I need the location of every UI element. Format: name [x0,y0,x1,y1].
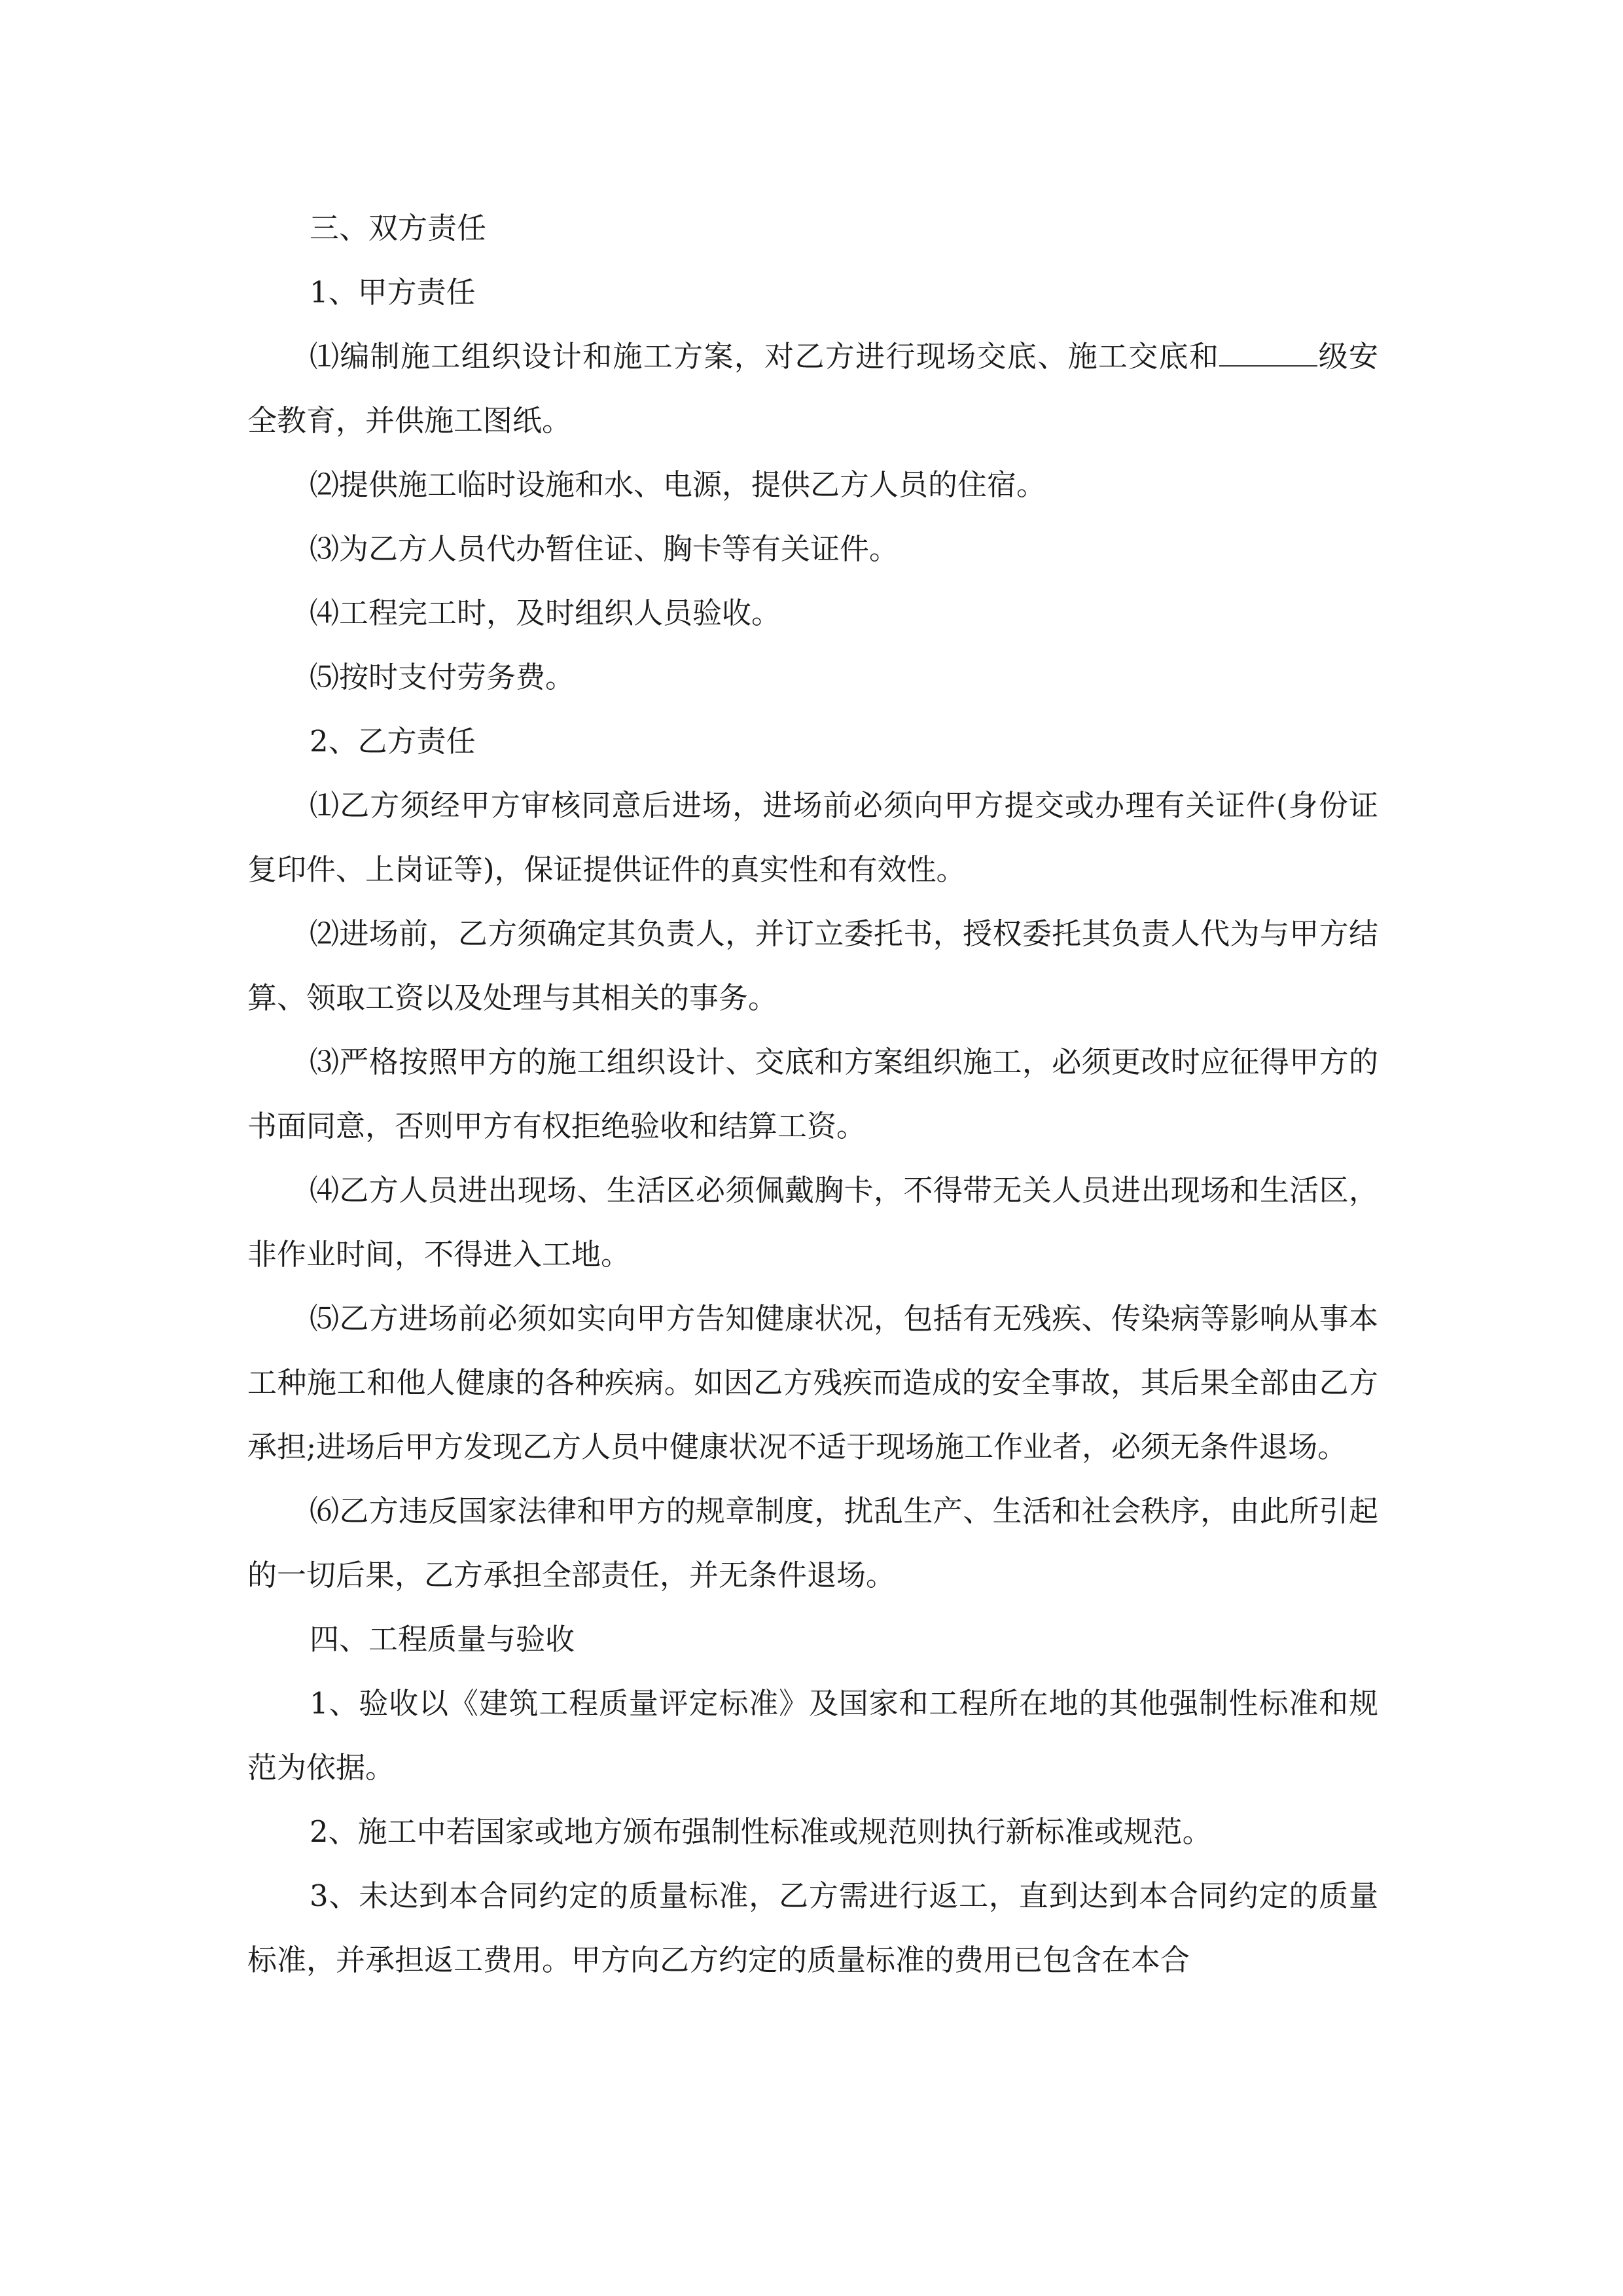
clause-paragraph: ⑷工程完工时，及时组织人员验收。 [310,596,781,630]
clause-paragraph: ⑷乙方人员进出现场、生活区必须佩戴胸卡，不得带无关人员进出现场和生活区，非作业时间，不得进入工地。 [247,1173,1378,1272]
clause-paragraph: 2、施工中若国家或地方颁布强制性标准或规范则执行新标准或规范。 [310,1814,1212,1849]
clause-paragraph: ⑴乙方须经甲方审核同意后进场，进场前必须向甲方提交或办理有关证件(身份证复印件、上岗证等)，保证提供证件的真实性和有效性。 [247,788,1378,887]
clause-paragraph: ⑸乙方进场前必须如实向甲方告知健康状况，包括有无残疾、传染病等影响从事本工种施工和他人健康的各种疾病。如因乙方残疾而造成的安全事故，其后果全部由乙方承担;进场后甲方发现乙方人员中健康状况不适于现场施工作业者，必须无条件退场。 [247,1301,1378,1464]
clause-paragraph: ⑵进场前，乙方须确定其负责人，并订立委托书，授权委托其负责人代为与甲方结算、领取工资以及处理与其相关的事务。 [247,916,1378,1015]
section-heading: 四、工程质量与验收 [310,1622,575,1657]
clause-text-before-blank: ⑴编制施工组织设计和施工方案，对乙方进行现场交底、施工交底和 [310,339,1220,374]
document-page [247,196,1378,1992]
clause-paragraph: 1、验收以《建筑工程质量评定标准》及国家和工程所在地的其他强制性标准和规范为依据。 [247,1686,1378,1785]
clause-paragraph: ⑸按时支付劳务费。 [310,660,575,694]
clause-paragraph: ⑵提供施工临时设施和水、电源，提供乙方人员的住宿。 [310,467,1046,502]
clause-paragraph: 3、未达到本合同约定的质量标准，乙方需进行返工，直到达到本合同约定的质量标准，并承担返工费用。甲方向乙方约定的质量标准的费用已包含在本合 [247,1878,1378,1977]
subsection-heading: 1、甲方责任 [310,275,476,310]
fill-in-blank [1219,339,1317,367]
clause-text-after-blank: 级安全教育，并供施工图纸。 [247,339,1378,438]
clause-paragraph: ⑶严格按照甲方的施工组织设计、交底和方案组织施工，必须更改时应征得甲方的书面同意，否则甲方有权拒绝验收和结算工资。 [247,1045,1378,1143]
subsection-heading: 2、乙方责任 [310,724,476,759]
clause-paragraph: ⑶为乙方人员代办暂住证、胸卡等有关证件。 [310,531,899,566]
section-heading: 三、双方责任 [310,211,487,245]
clause-paragraph: ⑹乙方违反国家法律和甲方的规章制度，扰乱生产、生活和社会秩序，由此所引起的一切后果，乙方承担全部责任，并无条件退场。 [247,1494,1378,1592]
clause-paragraph [247,325,1378,453]
